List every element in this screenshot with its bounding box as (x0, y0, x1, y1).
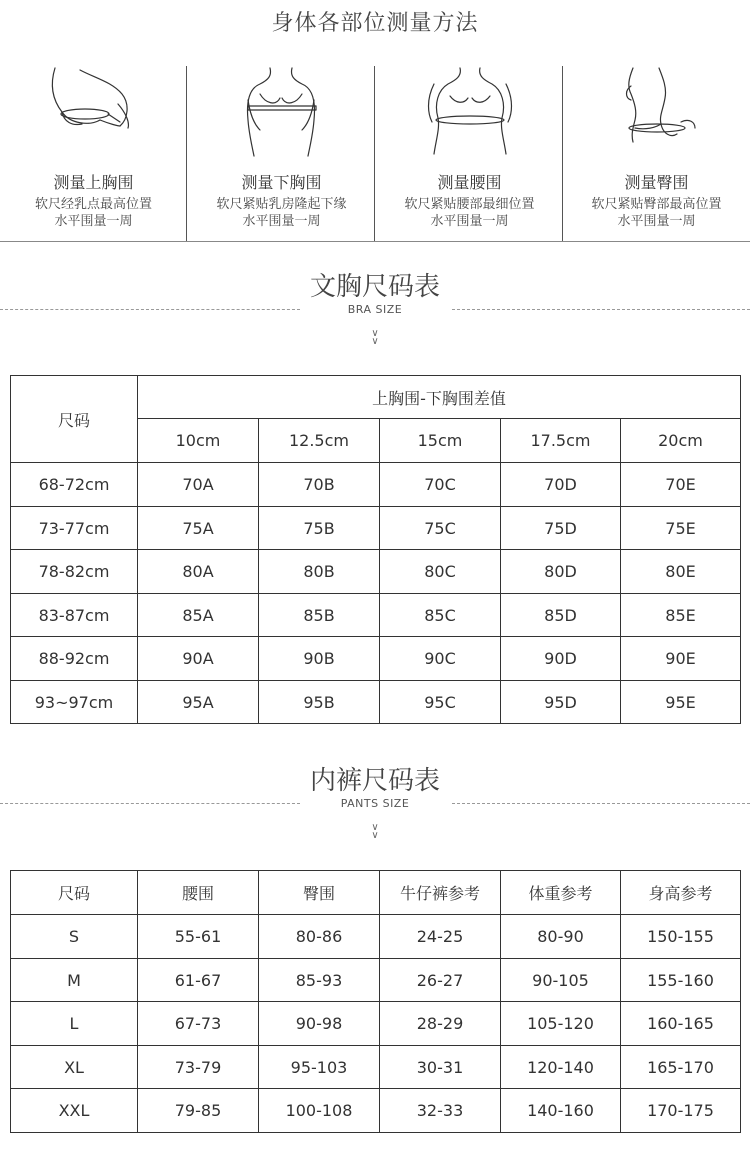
upper-bust-measure-illustration (0, 64, 187, 164)
pants-cell: 100-108 (259, 1089, 380, 1133)
bra-cell: 80D (501, 550, 621, 594)
table-row (11, 915, 741, 959)
pants-header-cell: 牛仔裤参考 (380, 871, 501, 915)
table-row (11, 550, 741, 594)
bra-cell: 75A (138, 507, 259, 550)
bra-size-header: 尺码 (11, 376, 138, 463)
bra-cell: 95B (259, 681, 380, 724)
bra-cell: 95A (138, 681, 259, 724)
bra-cell: 95C (380, 681, 501, 724)
bra-row-size: 73-77cm (11, 507, 138, 550)
table-row (11, 1046, 741, 1089)
bra-cell: 95E (621, 681, 741, 724)
bra-cell: 85B (259, 594, 380, 637)
bra-cell: 80C (380, 550, 501, 594)
pants-cell: 165-170 (621, 1046, 741, 1089)
bra-cell: 75B (259, 507, 380, 550)
bra-diff-column: 20cm (621, 419, 741, 463)
pants-cell: XL (11, 1046, 138, 1089)
measure-item-desc-line1: 软尺紧贴乳房隆起下缘 (216, 197, 347, 212)
measure-item-desc (376, 196, 563, 230)
bra-cell: 90C (380, 637, 501, 681)
table-row (11, 1002, 741, 1046)
pants-cell: 105-120 (501, 1002, 621, 1046)
measure-row-bottom-divider (0, 241, 750, 242)
column-divider (374, 66, 375, 242)
measure-item-desc-line2: 水平围量一周 (242, 214, 321, 229)
table-row (11, 507, 741, 550)
bra-cell: 70B (259, 463, 380, 507)
table-row (11, 594, 741, 637)
pants-cell: 90-105 (501, 959, 621, 1002)
pants-header-cell: 体重参考 (501, 871, 621, 915)
pants-cell: 79-85 (138, 1089, 259, 1133)
table-row (11, 681, 741, 724)
pants-cell: L (11, 1002, 138, 1046)
bra-row-size: 88-92cm (11, 637, 138, 681)
bra-cell: 80B (259, 550, 380, 594)
bra-section-title: 文胸尺码表 (309, 272, 440, 302)
bra-cell: 85A (138, 594, 259, 637)
bra-cell: 85E (621, 594, 741, 637)
pants-cell: 55-61 (138, 915, 259, 959)
waist-measure-illustration (376, 64, 563, 164)
bra-cell: 85D (501, 594, 621, 637)
bra-cell: 90B (259, 637, 380, 681)
bra-section-subtitle: BRA SIZE (347, 303, 403, 316)
pants-cell: 95-103 (259, 1046, 380, 1089)
pants-header-cell: 尺码 (11, 871, 138, 915)
bra-row-size: 93~97cm (11, 681, 138, 724)
chevron-down-icon: ∨ ∨ (371, 822, 379, 841)
chevron-down-icon: ∨ ∨ (371, 328, 379, 347)
bra-cell: 75D (501, 507, 621, 550)
bra-cell: 90A (138, 637, 259, 681)
pants-cell: 24-25 (380, 915, 501, 959)
pants-header-cell: 臀围 (259, 871, 380, 915)
pants-cell: 26-27 (380, 959, 501, 1002)
pants-cell: XXL (11, 1089, 138, 1133)
pants-header-cell: 身高参考 (621, 871, 741, 915)
measure-item-desc (0, 196, 187, 230)
measure-item-title: 测量臀围 (624, 173, 689, 192)
bra-size-table (10, 375, 741, 724)
measure-item-hip (563, 64, 750, 242)
pants-cell: 73-79 (138, 1046, 259, 1089)
pants-cell: 32-33 (380, 1089, 501, 1133)
pants-cell: 85-93 (259, 959, 380, 1002)
bra-row-size: 83-87cm (11, 594, 138, 637)
hip-measure-illustration (563, 64, 750, 164)
bra-cell: 75E (621, 507, 741, 550)
measure-item-desc-line2: 水平围量一周 (430, 214, 509, 229)
pants-cell: 150-155 (621, 915, 741, 959)
pants-cell: 160-165 (621, 1002, 741, 1046)
column-divider (186, 66, 187, 242)
table-header-row (11, 871, 741, 915)
table-row (11, 1089, 741, 1133)
measure-item-upper-bust (0, 64, 187, 242)
pants-cell: 28-29 (380, 1002, 501, 1046)
measure-item-desc-line2: 水平围量一周 (54, 214, 133, 229)
measure-section-title: 身体各部位测量方法 (271, 11, 479, 36)
bra-cell: 95D (501, 681, 621, 724)
pants-cell: 67-73 (138, 1002, 259, 1046)
measure-item-waist (376, 64, 563, 242)
bra-cell: 75C (380, 507, 501, 550)
bra-cell: 90E (621, 637, 741, 681)
measure-item-title: 测量腰围 (437, 173, 502, 192)
bra-row-size: 68-72cm (11, 463, 138, 507)
bra-diff-column: 12.5cm (259, 419, 380, 463)
pants-cell: 155-160 (621, 959, 741, 1002)
table-row (11, 959, 741, 1002)
pants-cell: 120-140 (501, 1046, 621, 1089)
measure-item-desc (188, 196, 375, 230)
table-row (11, 463, 741, 507)
pants-cell: 170-175 (621, 1089, 741, 1133)
pants-size-table (10, 870, 741, 1133)
measure-item-under-bust (188, 64, 375, 242)
bra-cell: 90D (501, 637, 621, 681)
table-row (11, 637, 741, 681)
bra-cell: 70C (380, 463, 501, 507)
pants-cell: 140-160 (501, 1089, 621, 1133)
measure-item-desc-line1: 软尺经乳点最高位置 (34, 197, 152, 212)
pants-section-subtitle: PANTS SIZE (340, 797, 410, 810)
pants-cell: M (11, 959, 138, 1002)
bra-diff-header: 上胸围-下胸围差值 (138, 376, 741, 419)
measure-methods-row (0, 64, 750, 242)
measure-item-title: 测量下胸围 (241, 173, 322, 192)
measure-item-desc-line1: 软尺紧贴腰部最细位置 (404, 197, 535, 212)
bra-cell: 80E (621, 550, 741, 594)
bra-row-size: 78-82cm (11, 550, 138, 594)
bra-cell: 80A (138, 550, 259, 594)
measure-item-title: 测量上胸围 (53, 173, 134, 192)
bra-cell: 70D (501, 463, 621, 507)
pants-cell: 30-31 (380, 1046, 501, 1089)
pants-cell: 61-67 (138, 959, 259, 1002)
under-bust-measure-illustration (188, 64, 375, 164)
bra-diff-column: 10cm (138, 419, 259, 463)
pants-header-cell: 腰围 (138, 871, 259, 915)
measure-item-desc (563, 196, 750, 230)
bra-cell: 85C (380, 594, 501, 637)
pants-cell: S (11, 915, 138, 959)
measure-item-desc-line2: 水平围量一周 (617, 214, 696, 229)
pants-cell: 80-90 (501, 915, 621, 959)
bra-diff-column: 17.5cm (501, 419, 621, 463)
pants-section-title: 内裤尺码表 (309, 766, 440, 796)
bra-cell: 70A (138, 463, 259, 507)
bra-cell: 70E (621, 463, 741, 507)
pants-cell: 90-98 (259, 1002, 380, 1046)
measure-item-desc-line1: 软尺紧贴臀部最高位置 (591, 197, 722, 212)
pants-cell: 80-86 (259, 915, 380, 959)
bra-diff-column: 15cm (380, 419, 501, 463)
